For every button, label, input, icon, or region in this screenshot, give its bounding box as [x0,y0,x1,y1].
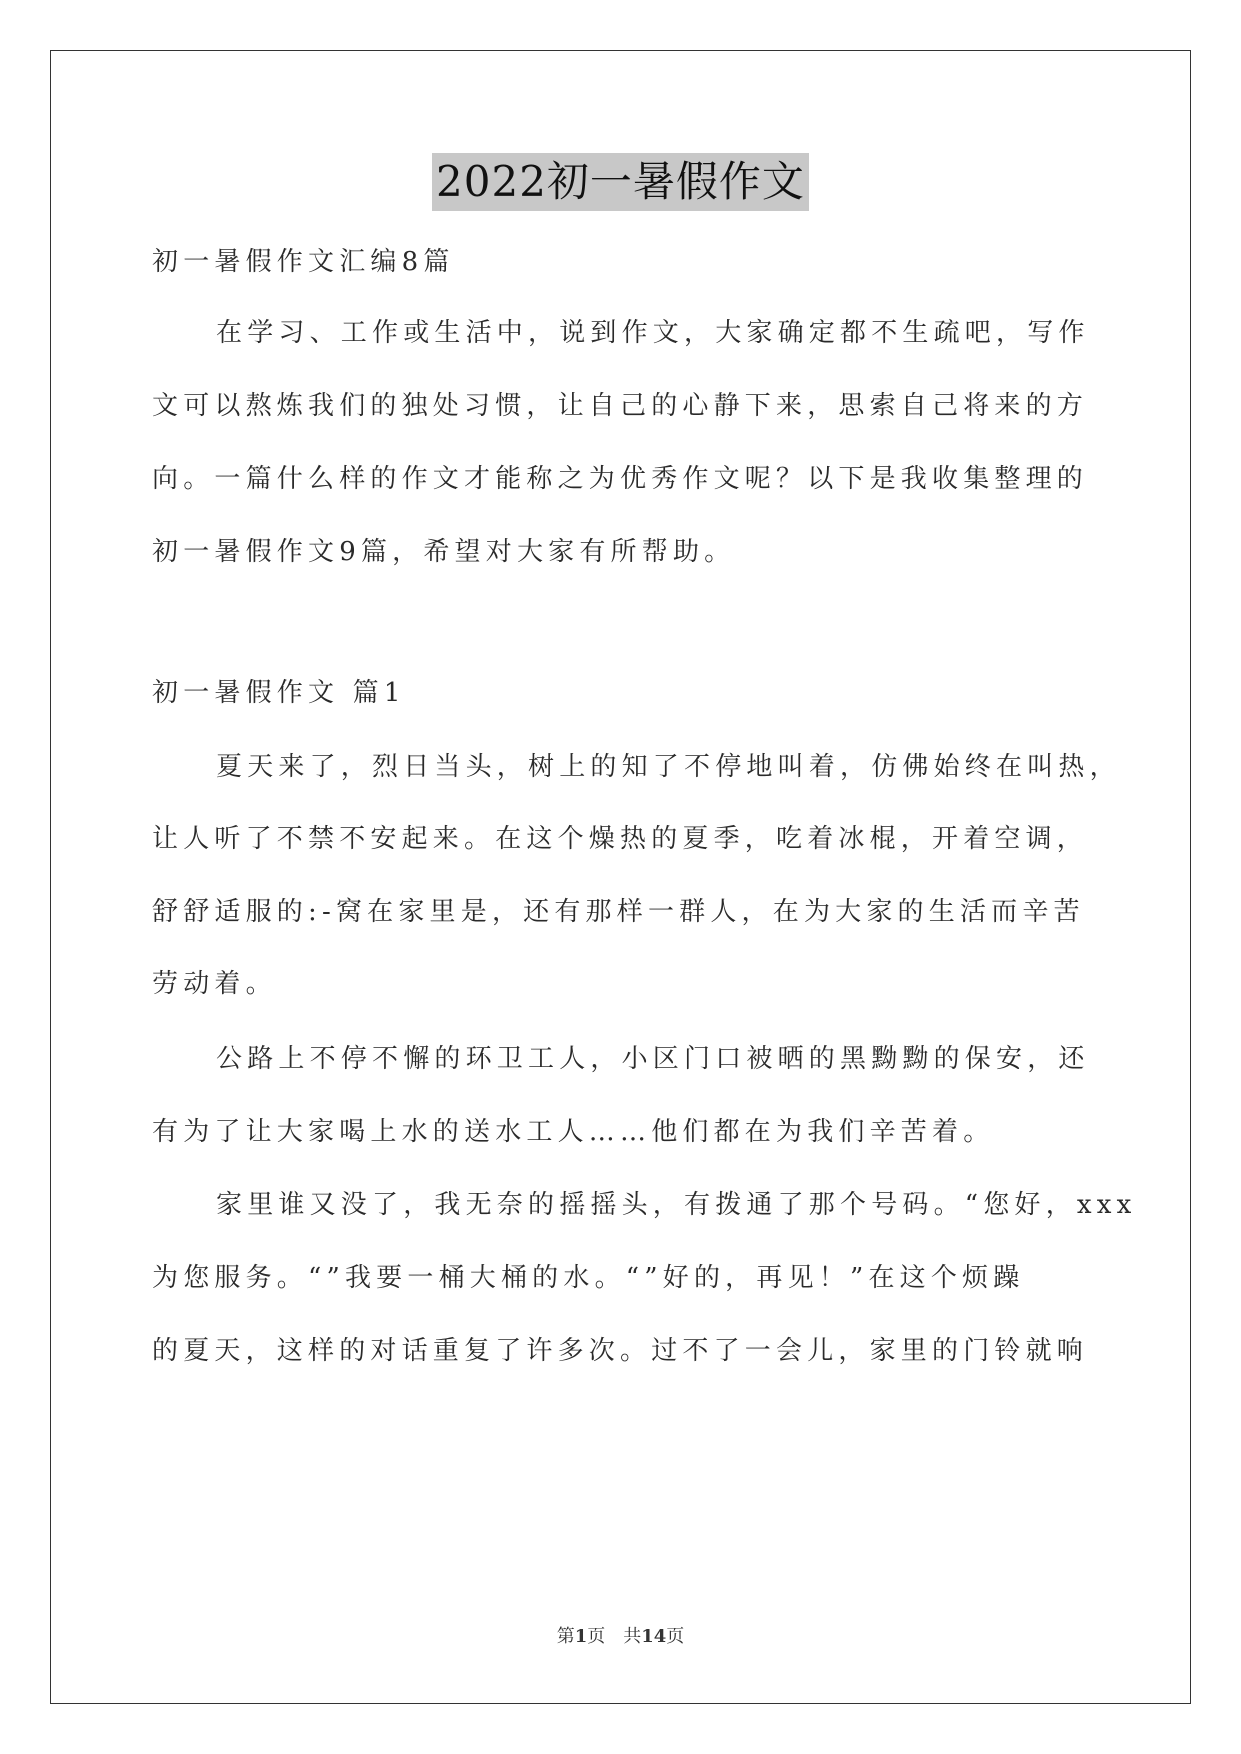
para1-line-4: 劳动着。 [152,969,277,999]
para2-line-1: 公路上不停不懈的环卫工人，小区门口被晒的黑黝黝的保安，还 [216,1044,1090,1074]
footer-mid: 页 共 [587,1626,642,1647]
intro-line-2: 文可以熬炼我们的独处习惯，让自己的心静下来，思索自己将来的方 [152,391,1089,421]
para3-line-2: 为您服务。“”我要一桶大桶的水。“”好的，再见！”在这个烦躁 [152,1263,1025,1293]
document-title: 2022初一暑假作文 [432,153,809,211]
document-subtitle: 初一暑假作文汇编8篇 [152,247,455,277]
footer-current-page: 1 [574,1626,588,1647]
title-container [0,153,1241,211]
para1-line-2: 让人听了不禁不安起来。在这个燥热的夏季，吃着冰棍，开着空调， [152,824,1089,854]
para1-line-1: 夏天来了，烈日当头，树上的知了不停地叫着，仿佛始终在叫热， [216,752,1121,782]
para1-line-3: 舒舒适服的:-窝在家里是，还有那样一群人，在为大家的生活而辛苦 [152,897,1085,927]
footer-suffix: 页 [666,1626,685,1647]
intro-line-1: 在学习、工作或生活中，说到作文，大家确定都不生疏吧，写作 [216,318,1090,348]
footer-prefix: 第 [556,1626,575,1647]
intro-line-4: 初一暑假作文9篇，希望对大家有所帮助。 [152,537,736,567]
footer-total-pages: 14 [641,1626,667,1647]
para3-line-3: 的夏天，这样的对话重复了许多次。过不了一会儿，家里的门铃就响 [152,1336,1089,1366]
section-heading: 初一暑假作文 篇1 [152,678,406,708]
page-footer [0,1622,1241,1648]
page-border [50,50,1191,1704]
para2-line-2: 有为了让大家喝上水的送水工人……他们都在为我们辛苦着。 [152,1117,995,1147]
para3-line-1: 家里谁又没了，我无奈的摇摇头，有拨通了那个号码。“您好，xxx [216,1190,1137,1220]
intro-line-3: 向。一篇什么样的作文才能称之为优秀作文呢？以下是我收集整理的 [152,464,1089,494]
